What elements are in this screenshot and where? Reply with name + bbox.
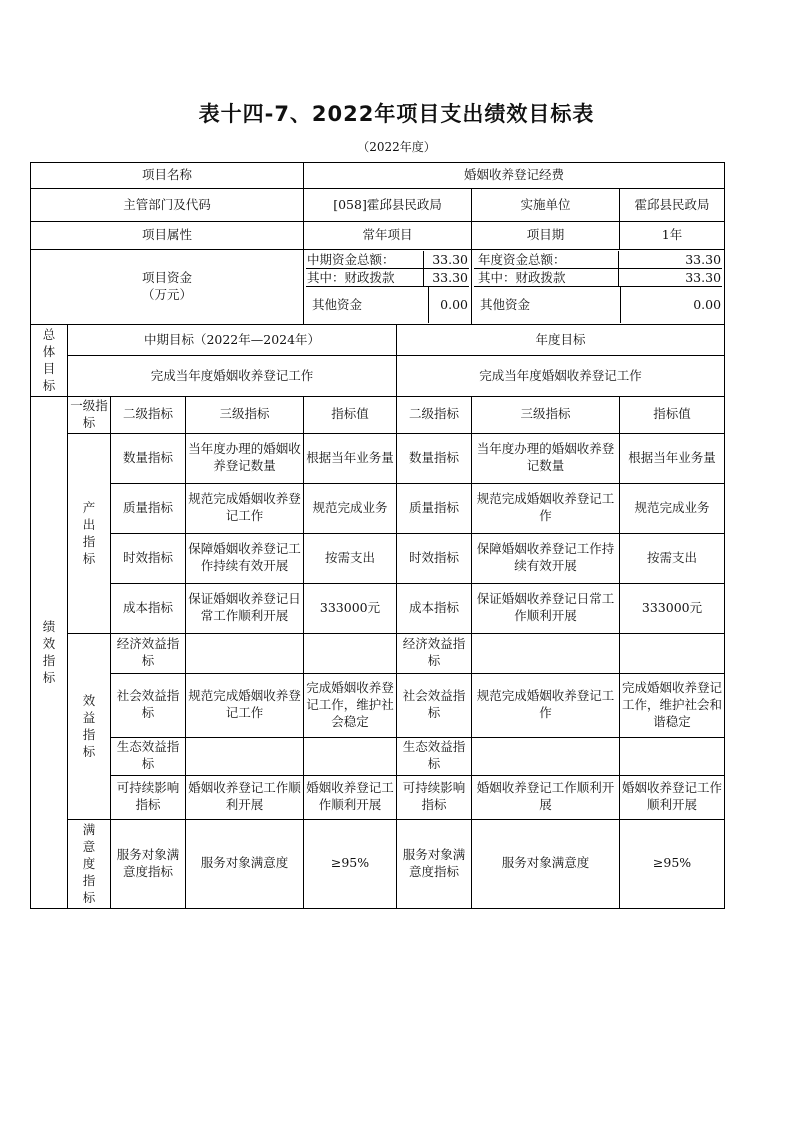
year-funds [472,250,725,325]
period-value: 1年 [620,222,725,250]
cell: 质量指标 [397,483,472,533]
cell: 生态效益指标 [111,737,186,775]
cell: 保障婚姻收养登记工作持续有效开展 [472,533,620,583]
period-label: 项目期 [472,222,620,250]
cell: 可持续影响指标 [111,775,186,819]
mid-goal-text: 完成当年度婚姻收养登记工作 [68,356,397,397]
cell: 当年度办理的婚姻收养登记数量 [472,433,620,483]
cell: ≥95% [304,819,397,908]
cell: 333000元 [304,583,397,633]
cell [186,737,304,775]
cell: 服务对象满意度指标 [397,819,472,908]
cell: 婚姻收养登记工作顺利开展 [186,775,304,819]
year-other-label: 其他资金 [474,287,621,323]
mid-total-value: 33.30 [432,252,469,267]
table-row [31,819,725,908]
cell: 根据当年业务量 [304,433,397,483]
cell: 数量指标 [397,433,472,483]
cell [304,737,397,775]
cell: 时效指标 [111,533,186,583]
cell: 服务对象满意度 [186,819,304,908]
row-project-name [31,163,725,189]
cell: 经济效益指标 [397,633,472,673]
cell: 规范完成婚姻收养登记工作 [472,483,620,533]
overall-goal-label: 总体目标 [31,325,68,397]
project-name-value: 婚姻收养登记经费 [304,163,725,189]
year-total-value: 33.30 [685,252,722,267]
project-name-label: 项目名称 [31,163,304,189]
cell [620,737,725,775]
table-row [31,673,725,737]
cell: 规范完成婚姻收养登记工作 [186,483,304,533]
cell: 婚姻收养登记工作顺利开展 [472,775,620,819]
benefit-indicator-label: 效益指标 [68,633,111,819]
cell: 服务对象满意度 [472,819,620,908]
cell: 按需支出 [304,533,397,583]
performance-table [30,162,725,909]
year-goal-text: 完成当年度婚姻收养登记工作 [397,356,725,397]
row-attribute [31,222,725,250]
cell [304,633,397,673]
perf-indicator-label: 绩效指标 [31,397,68,909]
cell: 保证婚姻收养登记日常工作顺利开展 [472,583,620,633]
header-value-year: 指标值 [620,397,725,434]
cell: 按需支出 [620,533,725,583]
table-row [31,583,725,633]
fiscal-year: （2022年度） [357,140,436,154]
header-level3: 三级指标 [186,397,304,434]
attr-value: 常年项目 [304,222,472,250]
cell: 完成婚姻收养登记工作，维护社会稳定 [304,673,397,737]
cell: 成本指标 [111,583,186,633]
cell: 保障婚姻收养登记工作持续有效开展 [186,533,304,583]
cell: 规范完成婚姻收养登记工作 [472,673,620,737]
cell: 完成婚姻收养登记工作，维护社会和谐稳定 [620,673,725,737]
cell [620,633,725,673]
cell: 可持续影响指标 [397,775,472,819]
mid-other-label: 其他资金 [306,287,429,323]
cell: 婚姻收养登记工作顺利开展 [304,775,397,819]
dept-label: 主管部门及代码 [31,189,304,222]
table-row [31,433,725,483]
header-value: 指标值 [304,397,397,434]
table-row [31,775,725,819]
mid-total-label: 中期资金总额： [306,251,424,268]
cell: 数量指标 [111,433,186,483]
table-row [31,737,725,775]
satisfaction-indicator-label: 满意度指标 [68,819,111,908]
cell: 质量指标 [111,483,186,533]
header-level3-year: 三级指标 [472,397,620,434]
year-fiscal-label: 其中：财政拨款 [474,269,619,286]
cell: 根据当年业务量 [620,433,725,483]
cell: 规范完成业务 [620,483,725,533]
funds-label-line1: 项目资金 [142,270,193,286]
year-other-value: 0.00 [693,297,722,312]
cell: 保证婚姻收养登记日常工作顺利开展 [186,583,304,633]
page-title: 表十四-7、2022年项目支出绩效目标表 [198,102,595,126]
cell: 当年度办理的婚姻收养登记数量 [186,433,304,483]
cell [472,737,620,775]
year-fiscal-value: 33.30 [685,270,722,285]
row-department [31,189,725,222]
mid-other-value: 0.00 [440,297,469,312]
attr-label: 项目属性 [31,222,304,250]
table-row [31,533,725,583]
cell: 时效指标 [397,533,472,583]
row-goals-text [31,356,725,397]
impl-unit-label: 实施单位 [472,189,620,222]
year-goal-header: 年度目标 [397,325,725,356]
cell: 生态效益指标 [397,737,472,775]
year-total-label: 年度资金总额： [474,251,619,268]
table-row [31,633,725,673]
cell: 规范完成业务 [304,483,397,533]
cell [186,633,304,673]
output-indicator-label: 产出指标 [68,433,111,633]
row-indicator-header [31,397,725,434]
mid-funds [304,250,472,325]
row-funds [31,250,725,325]
cell: 婚姻收养登记工作顺利开展 [620,775,725,819]
funds-label [31,250,304,325]
dept-value: [058]霍邱县民政局 [304,189,472,222]
table-row [31,483,725,533]
funds-label-line2: （万元） [142,287,193,302]
mid-fiscal-label: 其中：财政拨款 [306,269,424,286]
impl-unit-value: 霍邱县民政局 [620,189,725,222]
mid-goal-header: 中期目标（2022年—2024年） [68,325,397,356]
cell: ≥95% [620,819,725,908]
header-level1: 一级指标 [68,397,111,434]
cell: 成本指标 [397,583,472,633]
row-goals-header [31,325,725,356]
cell: 社会效益指标 [397,673,472,737]
header-level2: 二级指标 [111,397,186,434]
cell: 经济效益指标 [111,633,186,673]
cell [472,633,620,673]
mid-fiscal-value: 33.30 [432,270,469,285]
cell: 服务对象满意度指标 [111,819,186,908]
cell: 333000元 [620,583,725,633]
cell: 规范完成婚姻收养登记工作 [186,673,304,737]
header-level2-year: 二级指标 [397,397,472,434]
cell: 社会效益指标 [111,673,186,737]
